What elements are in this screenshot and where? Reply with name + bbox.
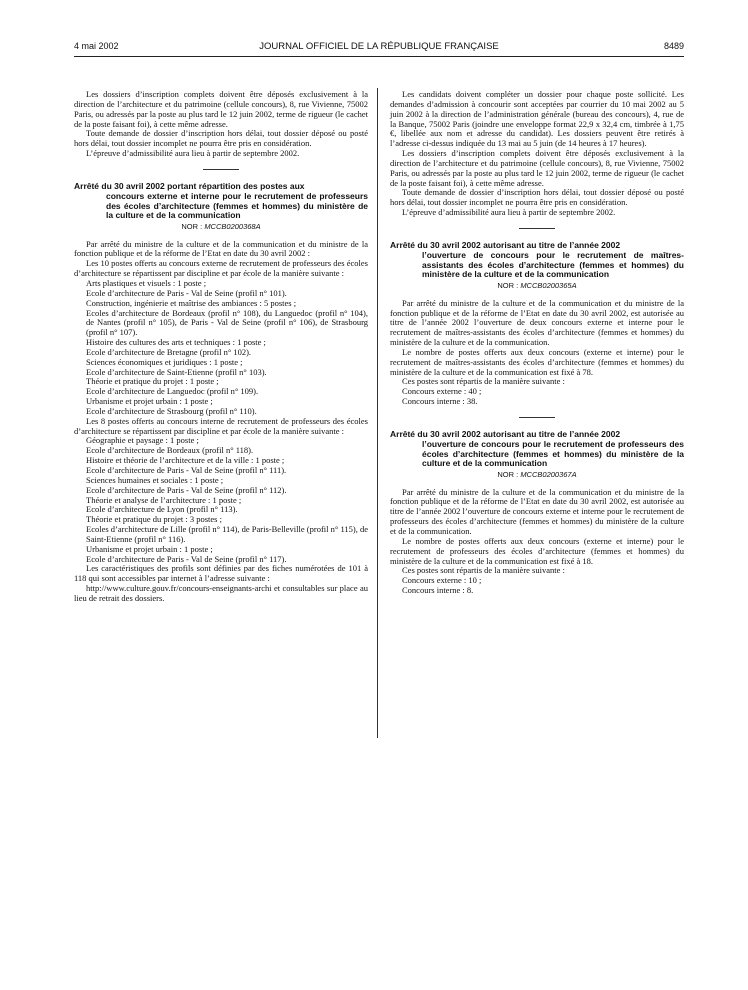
paragraph: Les dossiers d’inscription complets doivent être déposés exclusivement à la direction de l’architecture et du patrimoine (cellule concours), 8, rue Vivienne, 75002 Paris, ou adressés par la poste au plus tard le 12 juin 2002, terme de rigueur (le cachet de la poste faisant foi), à cette même adresse. [390,148,684,188]
paragraph: Ces postes sont répartis de la manière suivante : [402,376,565,387]
discipline-line: Théorie et analyse de l’architecture : 1 poste ; [86,494,242,505]
arrete-title-rest: l’ouverture de concours pour le recrutement de maîtres-assistants des écoles d’architecture (femmes et hommes) du ministère de la culture et de la communication [422,249,684,280]
paragraph: Le nombre de postes offerts aux deux concours (externe et interne) pour le recrutement de professeurs des écoles d’architecture (femmes et hommes) du ministère de la culture et de la communication est fixé à 18. [390,535,684,566]
discipline-line: Sciences économiques et juridiques : 1 poste ; [86,356,243,367]
school-line: Ecole d’architecture de Saint-Etienne (profil n° 103). [86,366,267,377]
web-address-paragraph: http://www.culture.gouv.fr/concours-enseignants-archi et consultables sur place au lieu de retrait des dossiers. [74,583,368,603]
internal-count: Concours interne : 38. [402,396,478,407]
paragraph: Ces postes sont répartis de la manière suivante : [402,565,565,576]
school-line: Ecole d’architecture de Paris - Val de Seine (profil n° 101). [86,287,287,298]
page-number: 8489 [663,41,684,51]
nor-code: MCCB0200368A [204,222,261,232]
school-line: Ecole d’architecture de Paris - Val de Seine (profil n° 117). [86,553,287,564]
paragraph: Les candidats doivent compléter un dossier pour chaque poste sollicité. Les demandes d’admission à concourir sont acceptées par courrier du 10 mai 2002 au 5 juin 2002 à la direction de l’administration générale (bureau des concours), 4, rue de la Banque, 75002 Paris (joindre une enveloppe format 22,9 x 32,4 cm, timbrée à 1,75 €, libellée aux nom et adresse du candidat). Les dossiers peuvent être retirés à l’adresse ci-dessus indiquée du 13 mai au 5 juin (de 14 heures à 17 heures). [390,89,684,149]
nor-code: MCCB0200367A [520,470,577,480]
school-line: Ecole d’architecture de Languedoc (profil n° 109). [86,386,259,397]
nor-label: NOR : [497,470,519,480]
header-date: 4 mai 2002 [74,41,119,51]
school-line: Ecole d’architecture de Bordeaux (profil n° 118). [86,445,254,456]
external-count: Concours externe : 40 ; [402,386,482,397]
arrete-title [74,182,368,221]
arrete-title [390,241,684,280]
discipline-line: Urbanisme et projet urbain : 1 poste ; [86,396,213,407]
school-line: Ecole d’architecture de Bretagne (profil n° 102). [86,346,252,357]
nor-reference [390,281,684,291]
discipline-line: Sciences humaines et sociales : 1 poste ; [86,474,224,485]
discipline-line: Théorie et pratique du projet : 3 postes ; [86,514,222,525]
paragraph: L’épreuve d’admissibilité aura lieu à partir de septembre 2002. [86,148,300,159]
page-header [74,41,684,55]
section-separator [519,417,555,418]
paragraph: Toute demande de dossier d’inscription hors délai, tout dossier déposé ou posté hors délai, tout dossier incomplet ne pourra être pris en considération. [74,128,368,149]
column-divider [377,88,378,738]
journal-title: JOURNAL OFFICIEL DE LA RÉPUBLIQUE FRANÇAISE [259,41,499,52]
school-line: Ecoles d’architecture de Bordeaux (profil n° 108), du Languedoc (profil n° 104), de Nantes (profil n° 105), de Paris - Val de Seine (profil n° 106), de Strasbourg (profil n° 107). [86,307,368,338]
discipline-line: Urbanisme et projet urbain : 1 poste ; [86,543,213,554]
nor-code: MCCB0200365A [520,281,577,291]
header-rule [74,56,684,57]
right-column [390,90,684,596]
discipline-line: Construction, ingénierie et maîtrise des ambiances : 5 postes ; [86,297,297,308]
school-line: Ecole d’architecture de Strasbourg (profil n° 110). [86,405,257,416]
discipline-line: Arts plastiques et visuels : 1 poste ; [86,277,207,288]
nor-reference [74,222,368,232]
discipline-line: Géographie et paysage : 1 poste ; [86,435,199,446]
discipline-line: Histoire et théorie de l’architecture et de la ville : 1 poste ; [86,455,285,466]
paragraph: Les dossiers d’inscription complets doivent être déposés exclusivement à la direction de l’architecture et du patrimoine (cellule concours), 8, rue Vivienne, 75002 Paris, ou adressés par la poste au plus tard le 12 juin 2002, terme de rigueur (le cachet de la poste faisant foi), à cette même adresse. [74,89,368,129]
section-separator [519,228,555,229]
school-line: Ecoles d’architecture de Lille (profil n° 114), de Paris-Belleville (profil n° 115), de Saint-Etienne (profil n° 116). [86,524,368,544]
paragraph: Les caractéristiques des profils sont définies par des fiches numérotées de 101 à 118 qui sont accessibles par internet à l’adresse suivante : [74,563,368,584]
left-column [74,90,368,604]
paragraph: Par arrêté du ministre de la culture et de la communication et du ministre de la fonction publique et de la réforme de l’Etat en date du 30 avril 2002 : [74,238,368,259]
school-line: Ecole d’architecture de Paris - Val de Seine (profil n° 112). [86,484,287,495]
paragraph: Les 10 postes offerts au concours externe de recrutement de professeurs des écoles d’architecture se répartissent par discipline et par école de la manière suivante : [74,258,368,279]
discipline-line: Histoire des cultures des arts et techniques : 1 poste ; [86,337,266,348]
nor-label: NOR : [181,222,203,232]
discipline-line: Théorie et pratique du projet : 1 poste ; [86,376,219,387]
paragraph: Les 8 postes offerts au concours interne de recrutement de professeurs des écoles d’architecture se répartissent par discipline et par école de la manière suivante : [74,415,368,436]
arrete-title-first: Arrêté du 30 avril 2002 autorisant au titre de l’année 2002 [390,239,621,250]
paragraph: Par arrêté du ministre de la culture et de la communication et du ministre de la fonction publique et de la réforme de l’Etat en date du 30 avril 2002, est autorisée au titre de l’année 2002 l’ouverture de concours externe et interne pour le recrutement de professeurs des écoles d’architecture (femmes et hommes) du ministère de la culture et de la communication. [390,486,684,536]
external-count: Concours externe : 10 ; [402,575,482,586]
arrete-title-first: Arrêté du 30 avril 2002 autorisant au titre de l’année 2002 [390,428,621,439]
nor-label: NOR : [497,281,519,291]
paragraph: Toute demande de dossier d’inscription hors délai, tout dossier déposé ou posté hors délai, tout dossier incomplet ne pourra être pris en considération. [390,187,684,208]
school-line: Ecole d’architecture de Paris - Val de Seine (profil n° 111). [86,465,287,475]
arrete-title [390,430,684,469]
paragraph: L’épreuve d’admissibilité aura lieu à partir de septembre 2002. [402,207,616,218]
school-line: Ecole d’architecture de Lyon (profil n° 113). [86,504,238,515]
arrete-title-rest: concours externe et interne pour le recrutement de professeurs des écoles d’architecture (femmes et hommes) du ministère de la culture et de la communication [106,190,368,221]
section-separator [203,169,239,170]
paragraph: Le nombre de postes offerts aux deux concours (externe et interne) pour le recrutement de maîtres-assistants des écoles d’architecture (femmes et hommes) du ministère de la culture et de la communication est fixé à 78. [390,346,684,377]
arrete-title-first: Arrêté du 30 avril 2002 portant répartition des postes aux [74,180,305,191]
internal-count: Concours interne : 8. [402,585,474,596]
paragraph: Par arrêté du ministre de la culture et de la communication et du ministre de la fonction publique et de la réforme de l’Etat en date du 30 avril 2002, est autorisée au titre de l’année 2002 l’ouverture de deux concours externe et interne pour le recrutement de maîtres-assistants des écoles d’architecture (femmes et hommes) du ministère de la culture et de la communication. [390,297,684,348]
arrete-title-rest: l’ouverture de concours pour le recrutement de professeurs des écoles d’architecture (femmes et hommes) du ministère de la culture et de la communication [422,438,684,469]
nor-reference [390,470,684,480]
